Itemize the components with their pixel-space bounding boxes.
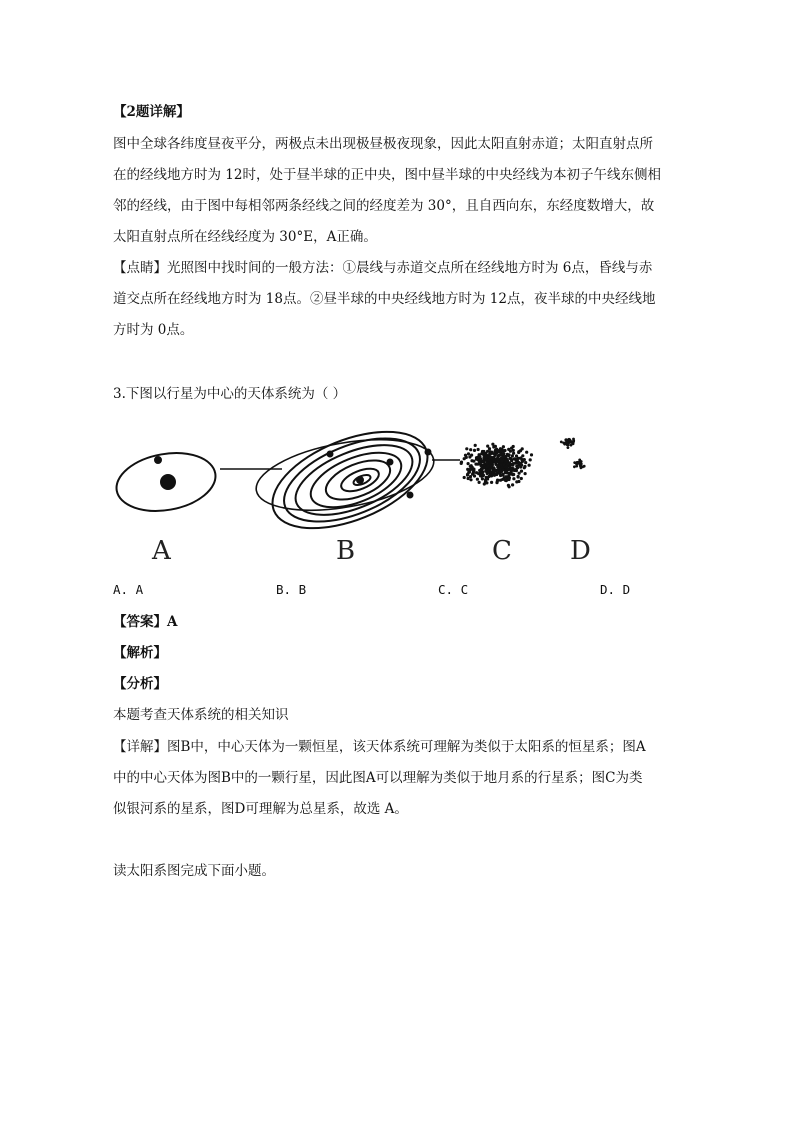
cluster-star-dot [570, 444, 573, 447]
galaxy-star-dot [490, 481, 493, 484]
cluster-star-dot [578, 459, 581, 462]
detail-line-2: 中的中心天体为图B中的一颗行星，因此图A可以理解为类似于地月系的行星系；图C为类 [113, 770, 643, 786]
galaxy-star-dot [510, 459, 513, 462]
galaxy-star-dot [515, 480, 518, 483]
figure-a-planet-system [112, 446, 282, 519]
figure-label-a: A [152, 536, 171, 566]
galaxy-star-dot [507, 448, 510, 451]
galaxy-star-dot [516, 466, 519, 469]
galaxy-star-dot [528, 464, 531, 467]
galaxy-star-dot [505, 475, 508, 478]
tip-line-1: 【点睛】光照图中找时间的一般方法：①晨线与赤道交点所在经线地方时为 6点，昏线与赤 [113, 260, 653, 276]
section2-line-1: 图中全球各纬度昼夜平分，两极点未出现极昼极夜现象，因此太阳直射赤道；太阳直射点所 [113, 136, 653, 152]
galaxy-star-dot [498, 454, 501, 457]
section2-line-3: 邻的经线，由于图中每相邻两条经线之间的经度差为 30°，且自西向东，东经度数增大，故 [113, 198, 655, 214]
galaxy-star-dot [508, 453, 511, 456]
galaxy-star-dot [512, 462, 515, 465]
fenxi-text: 本题考查天体系统的相关知识 [113, 707, 289, 723]
figure-d-total-star-system [560, 438, 586, 470]
option-d: D. D [600, 582, 631, 597]
question-stem: 3.下图以行星为中心的天体系统为（ ） [113, 386, 347, 402]
celestial-systems-drawing [110, 420, 610, 570]
detail-line-3: 似银河系的星系，图D可理解为总星系，故选 A。 [113, 801, 408, 817]
galaxy-star-dot [463, 476, 466, 479]
galaxy-star-dot [524, 472, 527, 475]
galaxy-star-dot [477, 448, 480, 451]
celestial-systems-figure [110, 420, 610, 570]
galaxy-star-dot [515, 458, 518, 461]
galaxy-star-dot [495, 481, 498, 484]
galaxy-star-dot [508, 466, 511, 469]
galaxy-star-dot [501, 473, 504, 476]
tip-line-2: 道交点所在经线地方时为 18点。②昼半球的中央经线地方时为 12点，夜半球的中央经线地 [113, 291, 656, 307]
galaxy-star-dot [478, 481, 481, 484]
galaxy-star-dot [478, 461, 481, 464]
galaxy-star-dot [488, 447, 491, 450]
galaxy-star-dot [507, 484, 510, 487]
figure-b-stellar-system [251, 420, 460, 548]
galaxy-star-dot [502, 452, 505, 455]
galaxy-star-dot [502, 445, 505, 448]
galaxy-star-dot [489, 457, 492, 460]
galaxy-star-dot [483, 466, 486, 469]
galaxy-star-dot [507, 478, 510, 481]
cluster-star-dot [579, 463, 582, 466]
galaxy-star-dot [498, 467, 501, 470]
galaxy-star-dot [521, 454, 524, 457]
galaxy-star-dot [525, 451, 528, 454]
galaxy-star-dot [496, 458, 499, 461]
galaxy-star-dot [472, 460, 475, 463]
galaxy-star-dot [520, 477, 523, 480]
cluster-star-dot [572, 438, 575, 441]
galaxy-star-dot [469, 478, 472, 481]
galaxy-star-dot [486, 445, 489, 448]
analysis-heading: 【解析】 [113, 645, 167, 661]
galaxy-star-dot [499, 447, 502, 450]
galaxy-star-dot [482, 450, 485, 453]
galaxy-star-dot [512, 477, 515, 480]
galaxy-star-dot [499, 479, 502, 482]
galaxy-star-dot [492, 445, 495, 448]
fenxi-heading: 【分析】 [113, 676, 167, 692]
galaxy-star-dot [485, 481, 488, 484]
galaxy-star-dot [504, 459, 507, 462]
galaxy-star-dot [503, 455, 506, 458]
cluster-star-dot [569, 438, 572, 441]
galaxy-star-dot [511, 454, 514, 457]
galaxy-star-dot [523, 458, 526, 461]
cluster-star-dot [565, 441, 568, 444]
galaxy-star-dot [481, 477, 484, 480]
galaxy-star-dot [469, 448, 472, 451]
galaxy-star-dot [482, 456, 485, 459]
galaxy-star-dot [500, 460, 503, 463]
option-c: C. C [438, 582, 469, 597]
section2-line-4: 太阳直射点所在经线经度为 30°E，A正确。 [113, 229, 377, 245]
galaxy-star-dot [466, 473, 469, 476]
galaxy-star-dot [530, 453, 533, 456]
galaxy-star-dot [494, 461, 497, 464]
cluster-star-dot [560, 441, 563, 444]
galaxy-star-dot [470, 454, 473, 457]
galaxy-star-dot [493, 474, 496, 477]
cluster-star-dot [580, 466, 583, 469]
cluster-star-dot [565, 438, 568, 441]
galaxy-star-dot [509, 471, 512, 474]
answer-line: 【答案】A [113, 614, 178, 630]
galaxy-star-dot [517, 475, 520, 478]
galaxy-star-dot [523, 466, 526, 469]
galaxy-star-dot [490, 464, 493, 467]
figure-c-galaxy [460, 443, 533, 489]
section2-heading: 【2题详解】 [113, 104, 190, 120]
galaxy-star-dot [510, 447, 513, 450]
galaxy-star-dot [460, 462, 463, 465]
option-b: B. B [276, 582, 307, 597]
galaxy-star-dot [507, 463, 510, 466]
galaxy-star-dot [520, 464, 523, 467]
galaxy-star-dot [487, 464, 490, 467]
galaxy-star-dot [471, 473, 474, 476]
galaxy-star-dot [497, 464, 500, 467]
galaxy-star-dot [529, 458, 532, 461]
galaxy-star-dot [493, 452, 496, 455]
galaxy-star-dot [487, 475, 490, 478]
cluster-star-dot [576, 461, 579, 464]
galaxy-star-dot [521, 447, 524, 450]
tip-line-3: 方时为 0点。 [113, 322, 194, 338]
galaxy-star-dot [502, 468, 505, 471]
galaxy-star-dot [485, 470, 488, 473]
next-prompt: 读太阳系图完成下面小题。 [113, 863, 275, 879]
galaxy-star-dot [479, 458, 482, 461]
galaxy-star-dot [471, 466, 474, 469]
galaxy-star-dot [475, 471, 478, 474]
galaxy-star-dot [474, 444, 477, 447]
galaxy-star-dot [520, 470, 523, 473]
galaxy-star-dot [481, 473, 484, 476]
galaxy-star-dot [463, 457, 466, 460]
figure-label-d: D [570, 536, 591, 566]
cluster-star-dot [573, 465, 576, 468]
galaxy-star-dot [467, 471, 470, 474]
galaxy-star-dot [469, 475, 472, 478]
galaxy-star-dot [473, 449, 476, 452]
galaxy-star-dot [488, 450, 491, 453]
galaxy-star-dot [476, 478, 479, 481]
galaxy-star-dot [503, 449, 506, 452]
galaxy-star-dot [491, 443, 494, 446]
galaxy-star-dot [496, 449, 499, 452]
galaxy-star-dot [515, 454, 518, 457]
option-a: A. A [113, 582, 144, 597]
figure-label-c: C [492, 536, 512, 566]
detail-line-1: 【详解】图B中，中心天体为一颗恒星，该天体系统可理解为类似于太阳系的恒星系；图A [113, 739, 646, 755]
galaxy-star-dot [465, 447, 468, 450]
cluster-star-dot [583, 465, 586, 468]
galaxy-star-dot [467, 452, 470, 455]
cluster-star-dot [567, 446, 570, 449]
galaxy-star-dot [518, 472, 521, 475]
galaxy-star-dot [467, 462, 470, 465]
figure-label-b: B [336, 536, 356, 566]
galaxy-star-dot [524, 461, 527, 464]
section2-line-2: 在的经线地方时为 12时，处于昼半球的正中央，图中昼半球的中央经线为本初子午线东侧相 [113, 167, 661, 183]
galaxy-star-dot [511, 483, 514, 486]
galaxy-star-dot [480, 467, 483, 470]
